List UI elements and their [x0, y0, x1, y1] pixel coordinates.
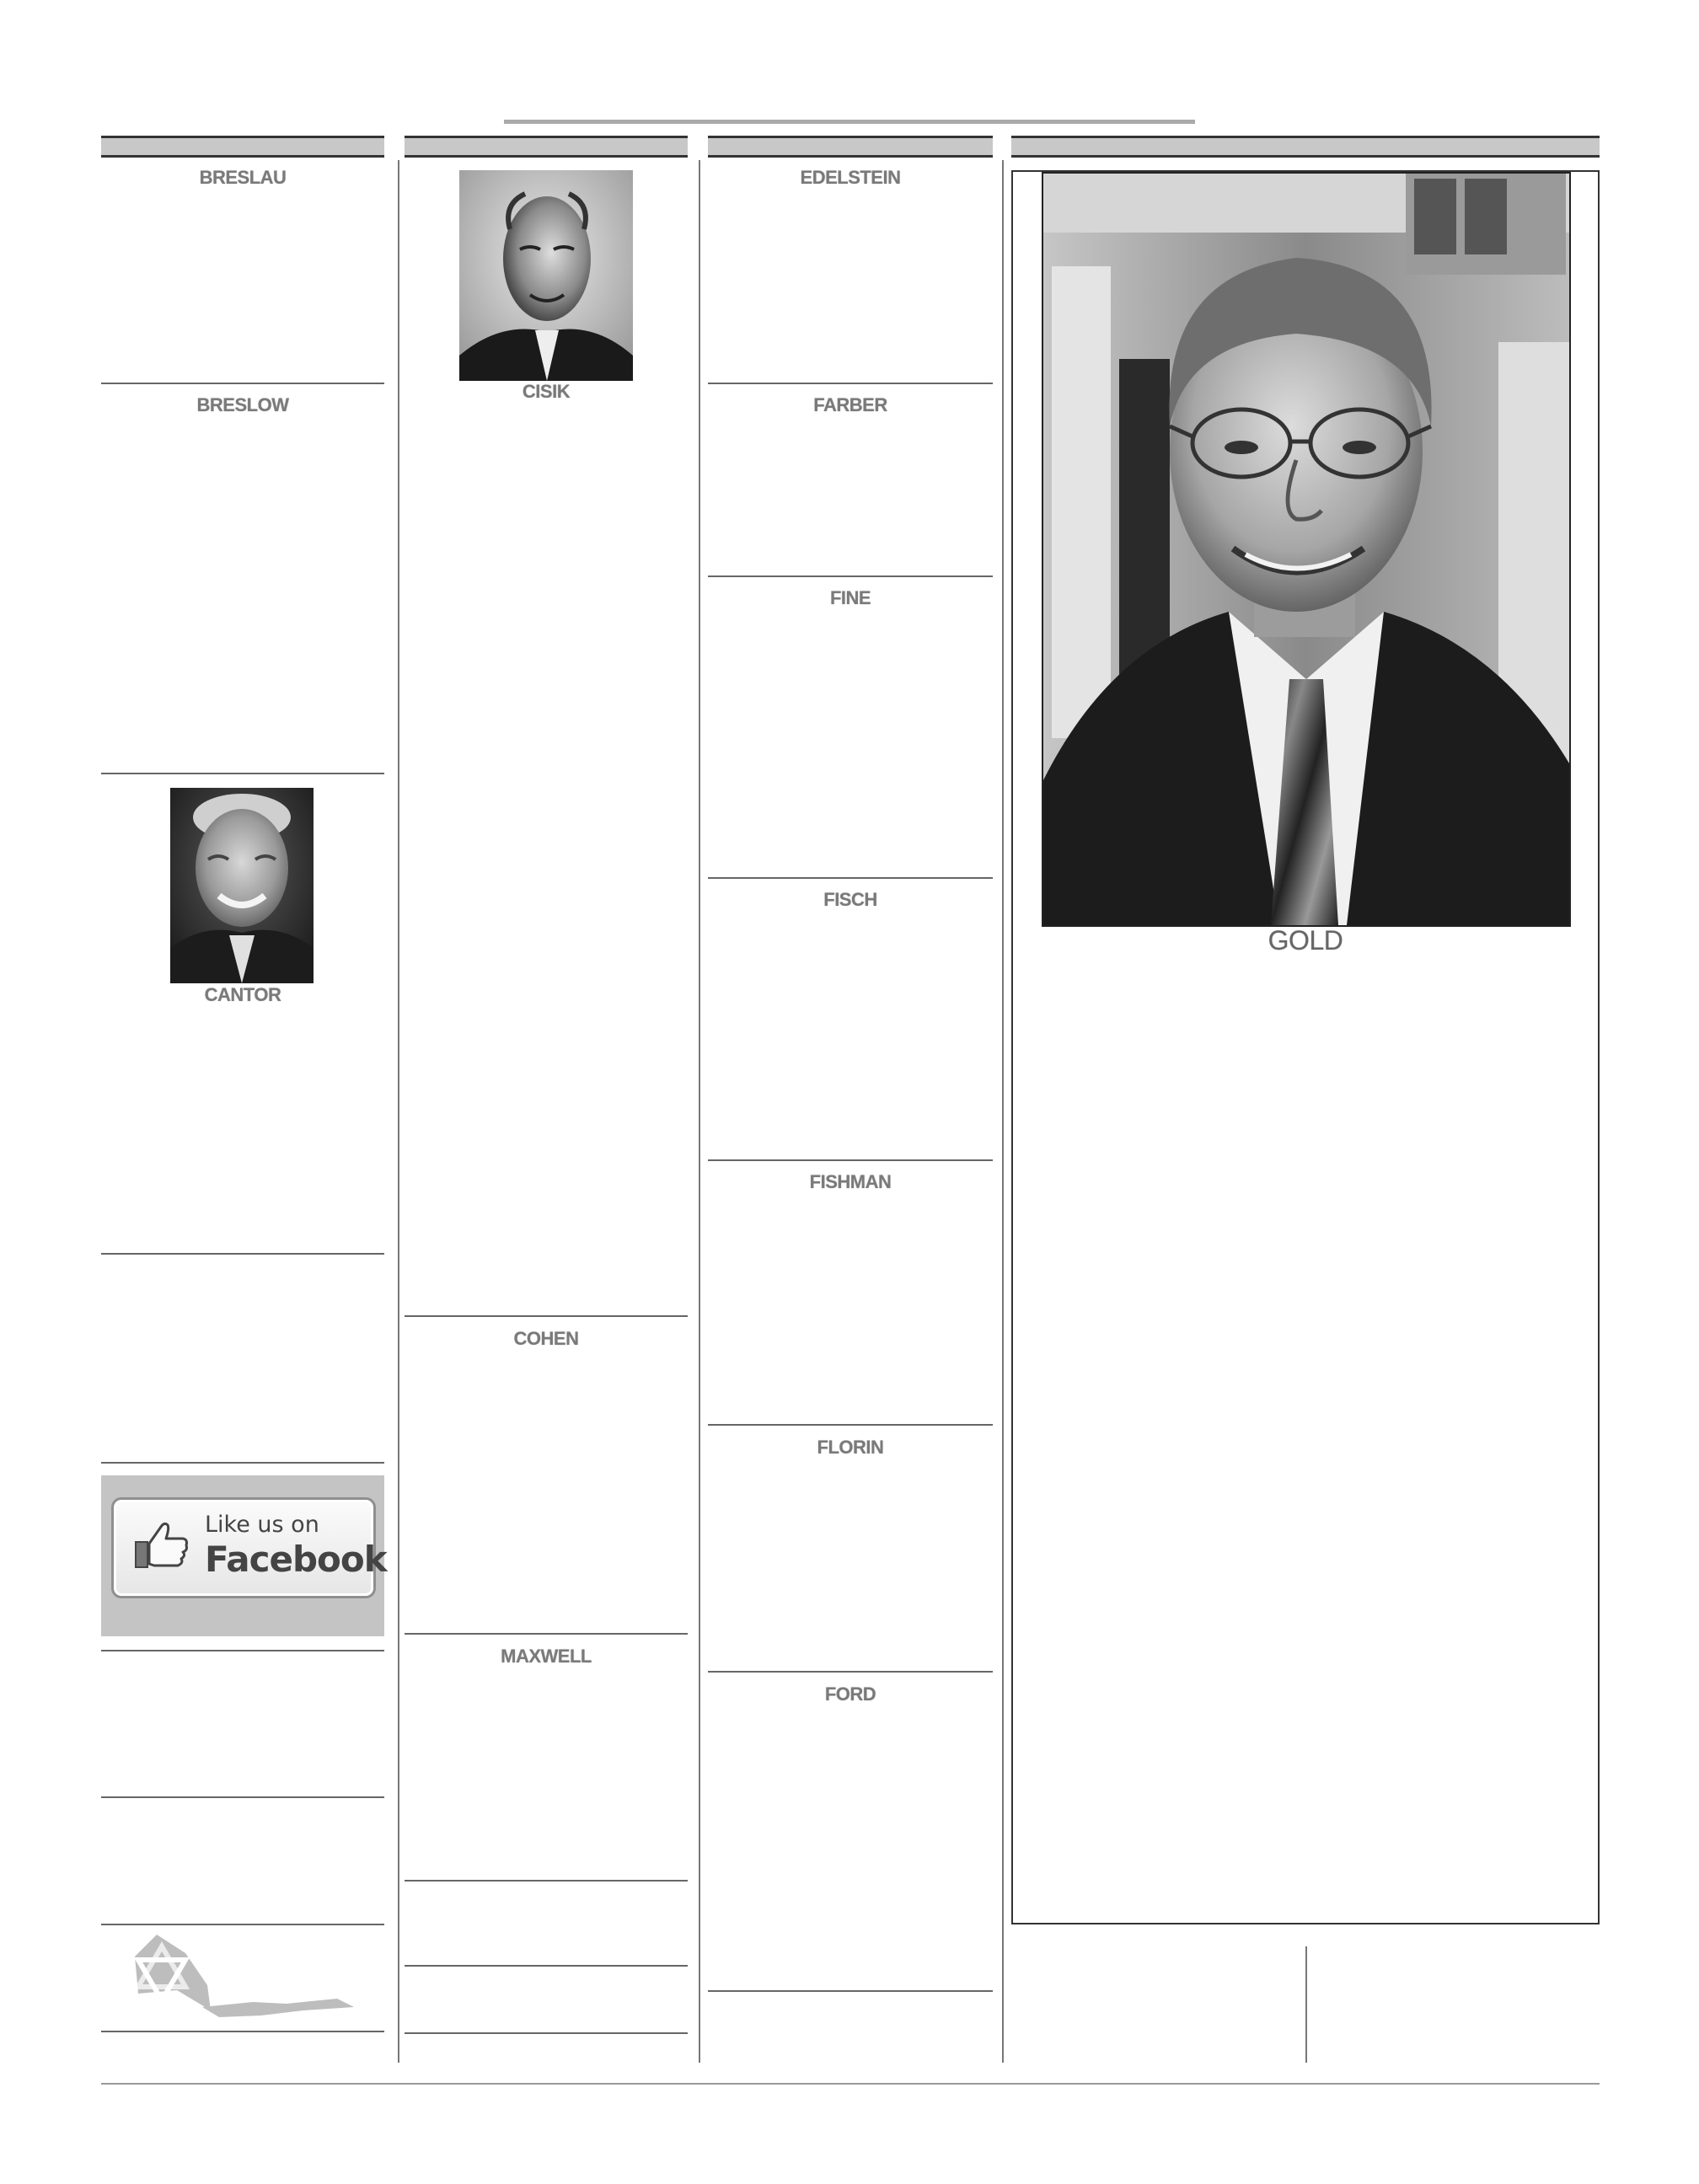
obituary-name-farber: FARBER [813, 394, 887, 415]
column-header-3 [708, 136, 993, 158]
obituary-name-fine: FINE [829, 587, 871, 608]
column-divider [1002, 160, 1004, 2063]
column-divider [398, 160, 399, 2063]
obituary-name-cisik: CISIK [522, 381, 571, 402]
obituary-separator [708, 575, 993, 577]
column-divider [1305, 1946, 1307, 2063]
obituary-name-breslow: BRESLOW [196, 394, 289, 415]
feature-name-gold: GOLD [1268, 925, 1343, 956]
obituary-separator [708, 383, 993, 384]
obituary-name-florin: FLORIN [817, 1437, 884, 1458]
obituary-name-cantor: CANTOR [204, 984, 281, 1005]
column-header-4 [1011, 136, 1600, 158]
cisik-photo [459, 170, 633, 381]
obituary-name-ford: FORD [824, 1684, 876, 1705]
obituary-separator [405, 1880, 688, 1882]
obituary-separator [708, 877, 993, 879]
obituary-separator [101, 383, 384, 384]
obituary-separator [708, 1159, 993, 1161]
obituary-name-breslau: BRESLAU [199, 167, 287, 188]
obituary-separator [708, 1990, 993, 1992]
thumbs-up-icon [132, 1517, 191, 1576]
obituary-name-fisch: FISCH [823, 889, 877, 910]
column-divider [699, 160, 700, 2063]
obituary-name-fishman: FISHMAN [809, 1171, 892, 1192]
obituary-separator [101, 2031, 384, 2032]
facebook-line2: Facebook [205, 1539, 387, 1580]
obituary-separator [405, 1315, 688, 1317]
obituary-name-cohen: COHEN [513, 1328, 579, 1349]
obituary-separator [101, 1462, 384, 1464]
obituary-separator [101, 1796, 384, 1798]
obituary-separator [708, 1424, 993, 1426]
cantor-photo [170, 788, 314, 983]
obituary-name-maxwell: MAXWELL [501, 1646, 592, 1667]
facebook-promo [101, 1475, 387, 1636]
obituary-separator [101, 1253, 384, 1255]
obituary-separator [101, 773, 384, 774]
facebook-line1: Like us on [205, 1512, 319, 1538]
footer-rule [101, 2083, 1600, 2085]
obituary-separator [708, 1671, 993, 1673]
obituary-separator [405, 1633, 688, 1635]
obituary-name-edelstein: EDELSTEIN [800, 167, 901, 188]
star-of-david-logo [126, 1935, 362, 2027]
gold-photo [1042, 172, 1571, 927]
obituary-separator [405, 2032, 688, 2034]
column-header-2 [405, 136, 688, 158]
column-header-1 [101, 136, 384, 158]
facebook-like-button[interactable] [111, 1497, 387, 1598]
obituary-separator [101, 1924, 384, 1925]
obituary-separator [101, 1650, 384, 1651]
obituary-separator [405, 1965, 688, 1967]
masthead-rule [504, 120, 1195, 124]
